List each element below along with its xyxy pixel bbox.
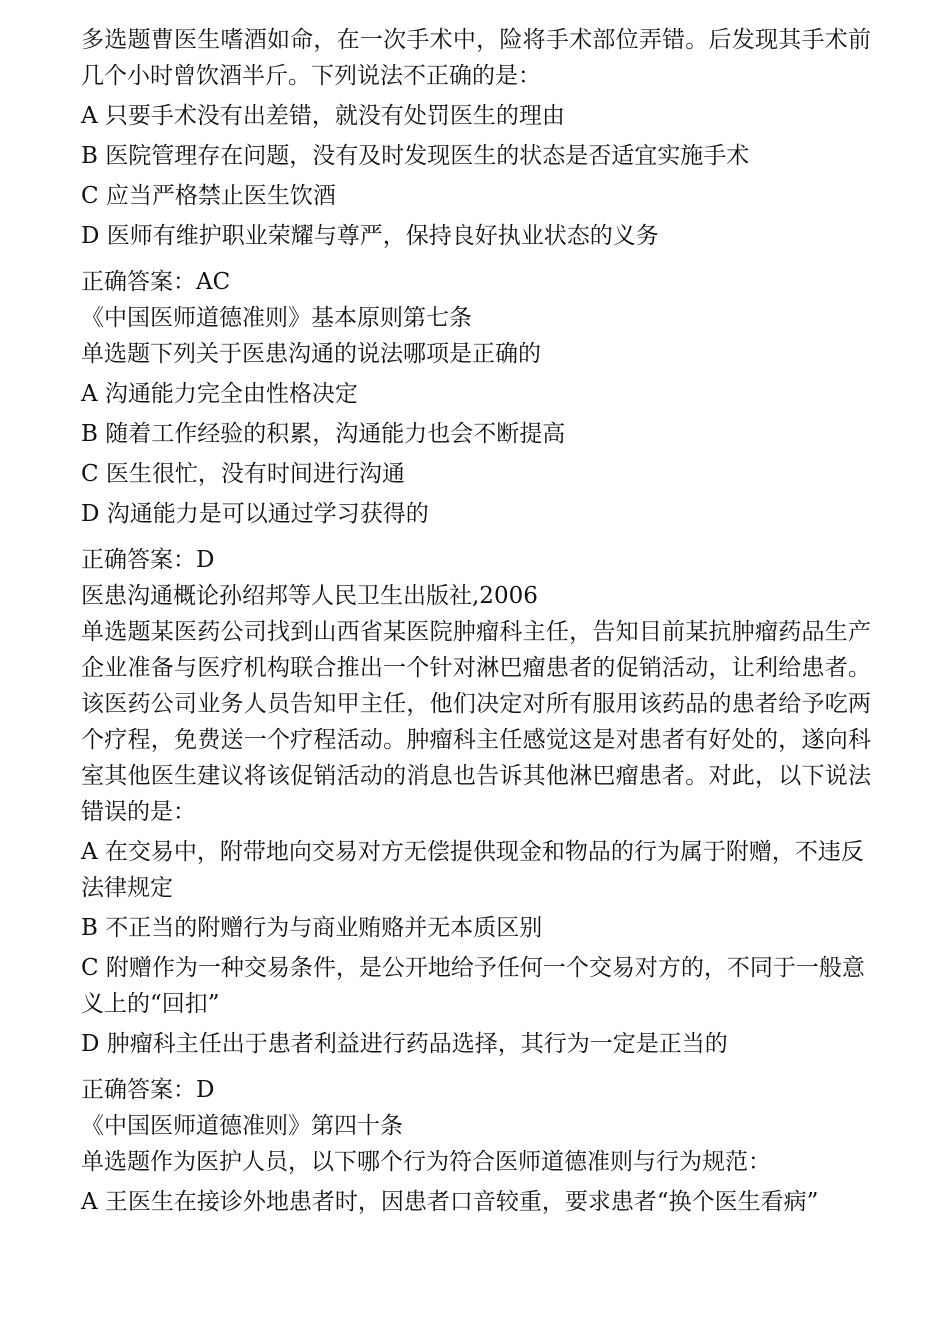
option-a: A 沟通能力完全由性格决定 — [81, 381, 358, 407]
question-block — [81, 336, 871, 614]
question-stem: 单选题下列关于医患沟通的说法哪项是正确的 — [81, 341, 541, 367]
option-b: B 随着工作经验的积累，沟通能力也会不断提高 — [81, 421, 566, 447]
option-c: C 应当严格禁止医生饮酒 — [81, 183, 336, 209]
option-d: D 沟通能力是可以通过学习获得的 — [81, 501, 429, 527]
question-stem: 单选题某医药公司找到山西省某医院肿瘤科主任，告知目前某抗肿瘤药品生产企业准备与医疗机构联合推出一个针对淋巴瘤患者的促销活动，让利给患者。该医药公司业务人员告知甲主任，他们决定对所有服用该药品的患者给予吃两个疗程，免费送一个疗程活动。肿瘤科主任感觉这是对患者有好处的，遂向科室其他医生建议将该促销活动的消息也告诉其他淋巴瘤患者。对此，以下说法错误的是： — [81, 619, 871, 825]
answer-reference: 《中国医师道德准则》第四十条 — [81, 1113, 403, 1139]
question-block — [81, 614, 871, 1144]
answer-reference: 《中国医师道德准则》基本原则第七条 — [81, 305, 472, 331]
correct-answer: 正确答案：D — [81, 547, 215, 573]
question-block — [81, 22, 871, 336]
correct-answer: 正确答案：AC — [81, 269, 231, 295]
question-list — [81, 22, 871, 1220]
question-block — [81, 1144, 871, 1220]
option-c: C 附赠作为一种交易条件，是公开地给予任何一个交易对方的，不同于一般意义上的“回扣” — [81, 955, 865, 1017]
option-b: B 医院管理存在问题，没有及时发现医生的状态是否适宜实施手术 — [81, 143, 750, 169]
question-stem: 多选题曹医生嗜酒如命，在一次手术中，险将手术部位弄错。后发现其手术前几个小时曾饮酒半斤。下列说法不正确的是： — [81, 27, 871, 89]
option-d: D 肿瘤科主任出于患者利益进行药品选择，其行为一定是正当的 — [81, 1031, 728, 1057]
option-a: A 在交易中，附带地向交易对方无偿提供现金和物品的行为属于附赠，不违反法律规定 — [81, 839, 864, 901]
answer-reference: 医患沟通概论孙绍邦等人民卫生出版社,2006 — [81, 583, 538, 609]
question-stem: 单选题作为医护人员，以下哪个行为符合医师道德准则与行为规范： — [81, 1149, 771, 1175]
option-d: D 医师有维护职业荣耀与尊严，保持良好执业状态的义务 — [81, 223, 659, 249]
option-a: A 只要手术没有出差错，就没有处罚医生的理由 — [81, 103, 565, 129]
option-c: C 医生很忙，没有时间进行沟通 — [81, 461, 405, 487]
option-b: B 不正当的附赠行为与商业贿赂并无本质区别 — [81, 915, 543, 941]
correct-answer: 正确答案：D — [81, 1077, 215, 1103]
option-a: A 王医生在接诊外地患者时，因患者口音较重，要求患者“换个医生看病” — [81, 1189, 819, 1215]
